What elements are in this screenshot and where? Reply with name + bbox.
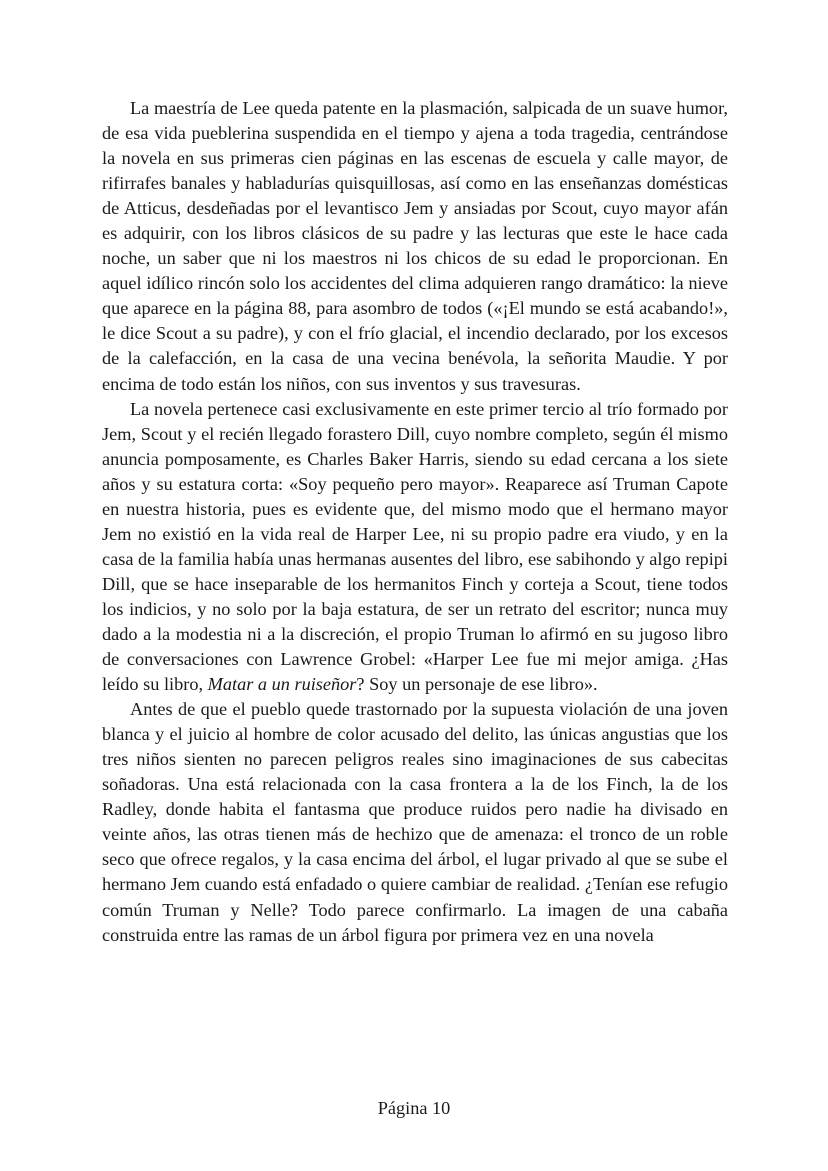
body-text <box>102 96 728 948</box>
paragraph-3-text: Antes de que el pueblo quede trastornado por la supuesta violación de una joven blanca y el juicio al hombre de color acusado del delito, las únicas angustias que los tres niños sienten no parecen peligros reales sino imaginaciones de sus cabecitas soñadoras. Una está relacionada con la casa frontera a la de los Finch, la de los Radley, donde habita el fantasma que produce ruidos pero nadie ha divisado en veinte años, las otras tienen más de hechizo que de amenaza: el tronco de un roble seco que ofrece regalos, y la casa encima del árbol, el lugar privado al que se sube el hermano Jem cuando está enfadado o quiere cambiar de realidad. ¿Tenían ese refugio común Truman y Nelle? Todo parece confirmarlo. La imagen de una cabaña construida entre las ramas de un árbol figura por primera vez en una novela <box>102 699 728 945</box>
paragraph-1-text: La maestría de Lee queda patente en la plasmación, salpicada de un suave humor, de esa vida pueblerina suspendida en el tiempo y ajena a toda tragedia, centrándose la novela en sus primeras cien páginas en las escenas de escuela y calle mayor, de rifirrafes banales y habladurías quisquillosas, así como en las enseñanzas domésticas de Atticus, desdeñadas por el levantisco Jem y ansiadas por Scout, cuyo mayor afán es adquirir, con los libros clásicos de su padre y las lecturas que este le hace cada noche, un saber que ni los maestros ni los chicos de su edad le proporcionan. En aquel idílico rincón solo los accidentes del clima adquieren rango dramático: la nieve que aparece en la página 88, para asombro de todos («¡El mundo se está acabando!», le dice Scout a su padre), y con el frío glacial, el incendio declarado, por los excesos de la calefacción, en la casa de una vecina benévola, la señorita Maudie. Y por encima de todo están los niños, con sus inventos y sus travesuras. <box>102 98 728 394</box>
page-number: Página 10 <box>377 1098 451 1118</box>
paragraph-2 <box>102 397 728 698</box>
paragraph-2-text-end: ? Soy un personaje de ese libro». <box>356 674 598 695</box>
paragraph-3 <box>102 697 728 947</box>
paragraph-1 <box>102 96 728 397</box>
book-title-italic: Matar a un ruiseñor <box>207 674 357 695</box>
paragraph-2-text: La novela pertenece casi exclusivamente en este primer tercio al trío formado por Jem, Scout y el recién llegado forastero Dill, cuyo nombre completo, según él mismo anuncia pomposamente, es Charles Baker Harris, siendo su edad cercana a los siete años y su estatura corta: «Soy pequeño pero mayor». Reaparece así Truman Capote en nuestra historia, pues es evidente que, del mismo modo que el hermano mayor Jem no existió en la vida real de Harper Lee, ni su propio padre era viudo, y en la casa de la familia había unas hermanas ausentes del libro, ese sabihondo y algo repipi Dill, que se hace inseparable de los hermanitos Finch y corteja a Scout, tiene todos los indicios, y no solo por la baja estatura, de ser un retrato del escritor; nunca muy dado a la modestia ni a la discreción, el propio Truman lo afirmó en su jugoso libro de conversaciones con Lawrence Grobel: «Harper Lee fue mi mejor amiga. ¿Has leído su libro, <box>102 398 728 695</box>
